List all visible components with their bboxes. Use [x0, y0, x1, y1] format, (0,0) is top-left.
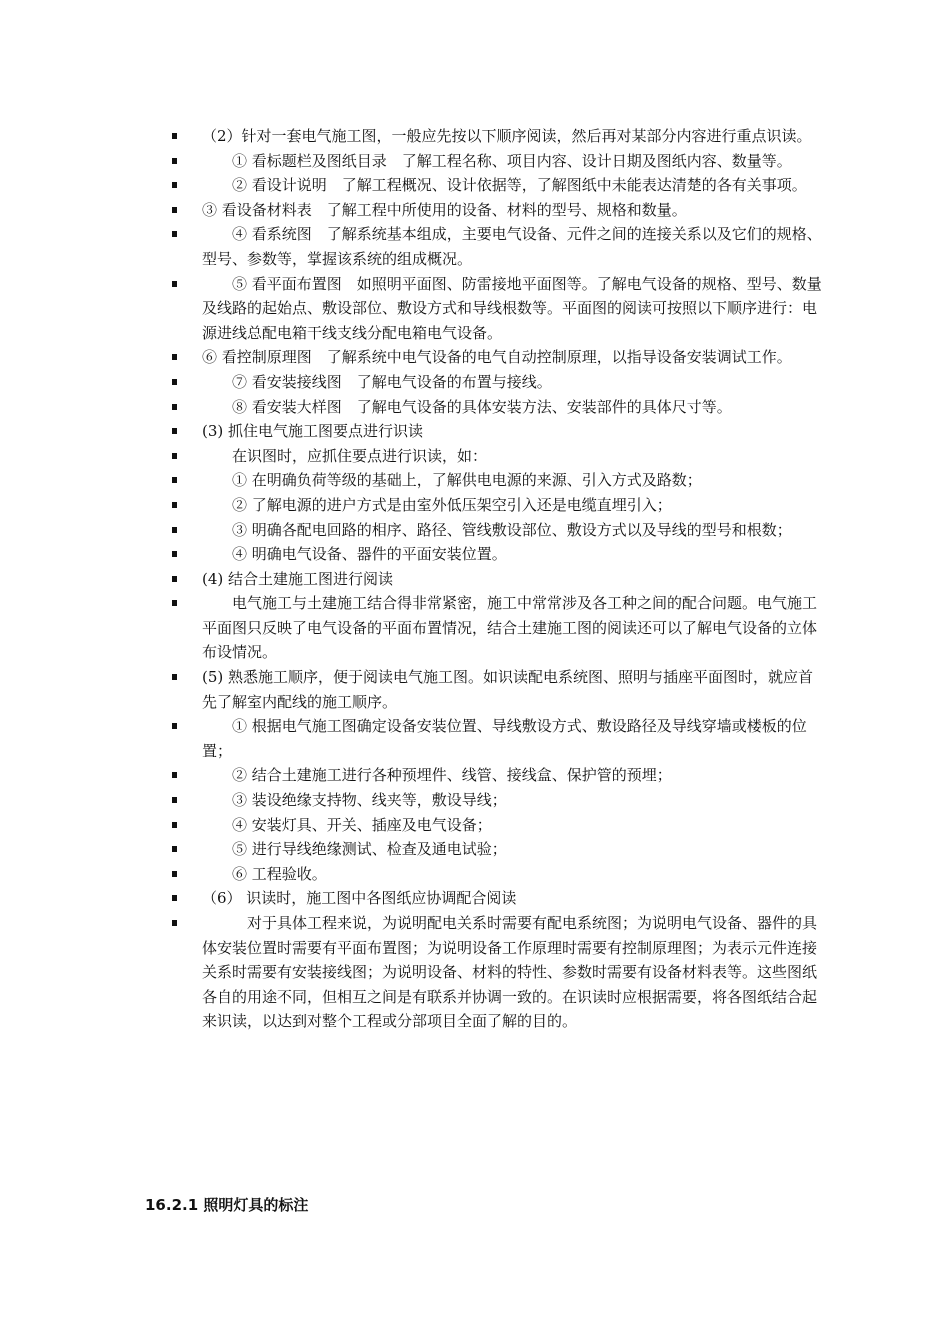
list-item-text: ① 在明确负荷等级的基础上，了解供电电源的来源、引入方式及路数；	[202, 471, 702, 490]
list-item-text: ② 结合土建施工进行各种预埋件、线管、接线盒、保护管的预埋；	[202, 766, 672, 785]
bullet-icon	[172, 502, 177, 508]
bullet-icon	[172, 797, 177, 803]
bullet-icon	[172, 674, 177, 680]
list-item-text: ⑤ 看平面布置图 如照明平面图、防雷接地平面图等。了解电气设备的规格、型号、数量及线路的起始点、敷设部位、敷设方式和导线根数等。平面图的阅读可按照以下顺序进行：电源进线总配电箱干线支线分配电箱电气设备。	[202, 274, 822, 342]
list-item-text: (4) 结合土建施工图进行阅读	[202, 569, 394, 588]
list-item	[172, 862, 822, 887]
bullet-icon	[172, 379, 177, 385]
bullet-icon	[172, 477, 177, 483]
bullet-icon	[172, 846, 177, 852]
list-item	[172, 518, 822, 543]
list-item-text: ⑧ 看安装大样图 了解电气设备的具体安装方法、安装部件的具体尺寸等。	[202, 397, 732, 416]
list-item	[172, 198, 822, 223]
list-item	[172, 813, 822, 838]
list-item-text: ⑥ 看控制原理图 了解系统中电气设备的电气自动控制原理，以指导设备安装调试工作。	[202, 348, 792, 367]
list-item	[172, 468, 822, 493]
list-item-text: （2）针对一套电气施工图，一般应先按以下顺序阅读，然后再对某部分内容进行重点识读。	[202, 127, 812, 145]
list-item	[172, 665, 822, 714]
list-item	[172, 763, 822, 788]
bullet-icon	[172, 527, 177, 533]
list-item	[172, 444, 822, 469]
bullet-icon	[172, 182, 177, 188]
list-item	[172, 173, 822, 198]
list-item-text: (3) 抓住电气施工图要点进行识读	[202, 422, 424, 441]
list-item	[172, 837, 822, 862]
bullet-icon	[172, 207, 177, 213]
list-item-text: ④ 安装灯具、开关、插座及电气设备；	[202, 815, 492, 834]
bullet-icon	[172, 576, 177, 582]
bullet-icon	[172, 133, 177, 139]
list-item-text: ② 看设计说明 了解工程概况、设计依据等，了解图纸中未能表达清楚的各有关事项。	[202, 176, 807, 195]
list-item	[172, 886, 822, 911]
list-item-text: 对于具体工程来说，为说明配电关系时需要有配电系统图；为说明电气设备、器件的具体安装位置时需要有平面布置图；为说明设备工作原理时需要有控制原理图；为表示元件连接关系时需要有安装接线图；为说明设备、材料的特性、参数时需要有设备材料表等。这些图纸各自的用途不同，但相互之间是有联系并协调一致的。在识读时应根据需要，将各图纸结合起来识读，以达到对整个工程或分部项目全面了解的目的。	[202, 914, 818, 1031]
bullet-icon	[172, 281, 177, 287]
list-item-text: ③ 看设备材料表 了解工程中所使用的设备、材料的型号、规格和数量。	[202, 200, 687, 219]
list-item	[172, 419, 822, 444]
bullet-icon	[172, 453, 177, 459]
list-item-text: ⑦ 看安装接线图 了解电气设备的布置与接线。	[202, 372, 552, 391]
list-item	[172, 788, 822, 813]
list-item	[172, 591, 822, 665]
list-item	[172, 345, 822, 370]
list-item	[172, 370, 822, 395]
bullet-icon	[172, 404, 177, 410]
list-item	[172, 222, 822, 271]
list-item-text: ① 根据电气施工图确定设备安装位置、导线敷设方式、敷设路径及导线穿墙或楼板的位置；	[202, 717, 807, 760]
list-item	[172, 911, 822, 1034]
list-item-text: 在识图时，应抓住要点进行识读，如：	[202, 446, 488, 465]
list-item	[172, 542, 822, 567]
bullet-icon	[172, 551, 177, 557]
section-heading: 16.2.1 照明灯具的标注	[145, 1196, 309, 1214]
bullet-icon	[172, 428, 177, 434]
list-item-text: ③ 装设绝缘支持物、线夹等，敷设导线；	[202, 791, 507, 810]
bullet-list	[172, 124, 822, 1034]
list-item-text: ⑥ 工程验收。	[202, 864, 327, 883]
list-item	[172, 714, 822, 763]
list-item	[172, 493, 822, 518]
bullet-icon	[172, 871, 177, 877]
list-item-text: ③ 明确各配电回路的相序、路径、管线敷设部位、敷设方式以及导线的型号和根数；	[202, 520, 792, 539]
list-item-text: （6） 识读时，施工图中各图纸应协调配合阅读	[202, 889, 517, 908]
list-item-text: ② 了解电源的进户方式是由室外低压架空引入还是电缆直埋引入；	[202, 495, 672, 514]
bullet-icon	[172, 231, 177, 237]
list-item	[172, 124, 822, 149]
list-item-text: 电气施工与土建施工结合得非常紧密，施工中常常涉及各工种之间的配合问题。电气施工平面图只反映了电气设备的平面布置情况，结合土建施工图的阅读还可以了解电气设备的立体布设情况。	[202, 594, 818, 662]
bullet-icon	[172, 158, 177, 164]
list-item	[172, 272, 822, 346]
bullet-icon	[172, 895, 177, 901]
list-item-text: ① 看标题栏及图纸目录 了解工程名称、项目内容、设计日期及图纸内容、数量等。	[202, 151, 792, 170]
list-item	[172, 395, 822, 420]
list-item-text: (5) 熟悉施工顺序，便于阅读电气施工图。如识读配电系统图、照明与插座平面图时，就应首先了解室内配线的施工顺序。	[202, 668, 814, 711]
list-item-text: ④ 明确电气设备、器件的平面安装位置。	[202, 545, 507, 564]
bullet-icon	[172, 723, 177, 729]
bullet-icon	[172, 600, 177, 606]
list-item-text: ⑤ 进行导线绝缘测试、检查及通电试验；	[202, 840, 507, 859]
bullet-icon	[172, 822, 177, 828]
bullet-icon	[172, 920, 177, 926]
list-item	[172, 567, 822, 592]
bullet-icon	[172, 772, 177, 778]
list-item-text: ④ 看系统图 了解系统基本组成，主要电气设备、元件之间的连接关系以及它们的规格、型号、参数等，掌握该系统的组成概况。	[202, 225, 822, 268]
list-item	[172, 149, 822, 174]
bullet-icon	[172, 354, 177, 360]
